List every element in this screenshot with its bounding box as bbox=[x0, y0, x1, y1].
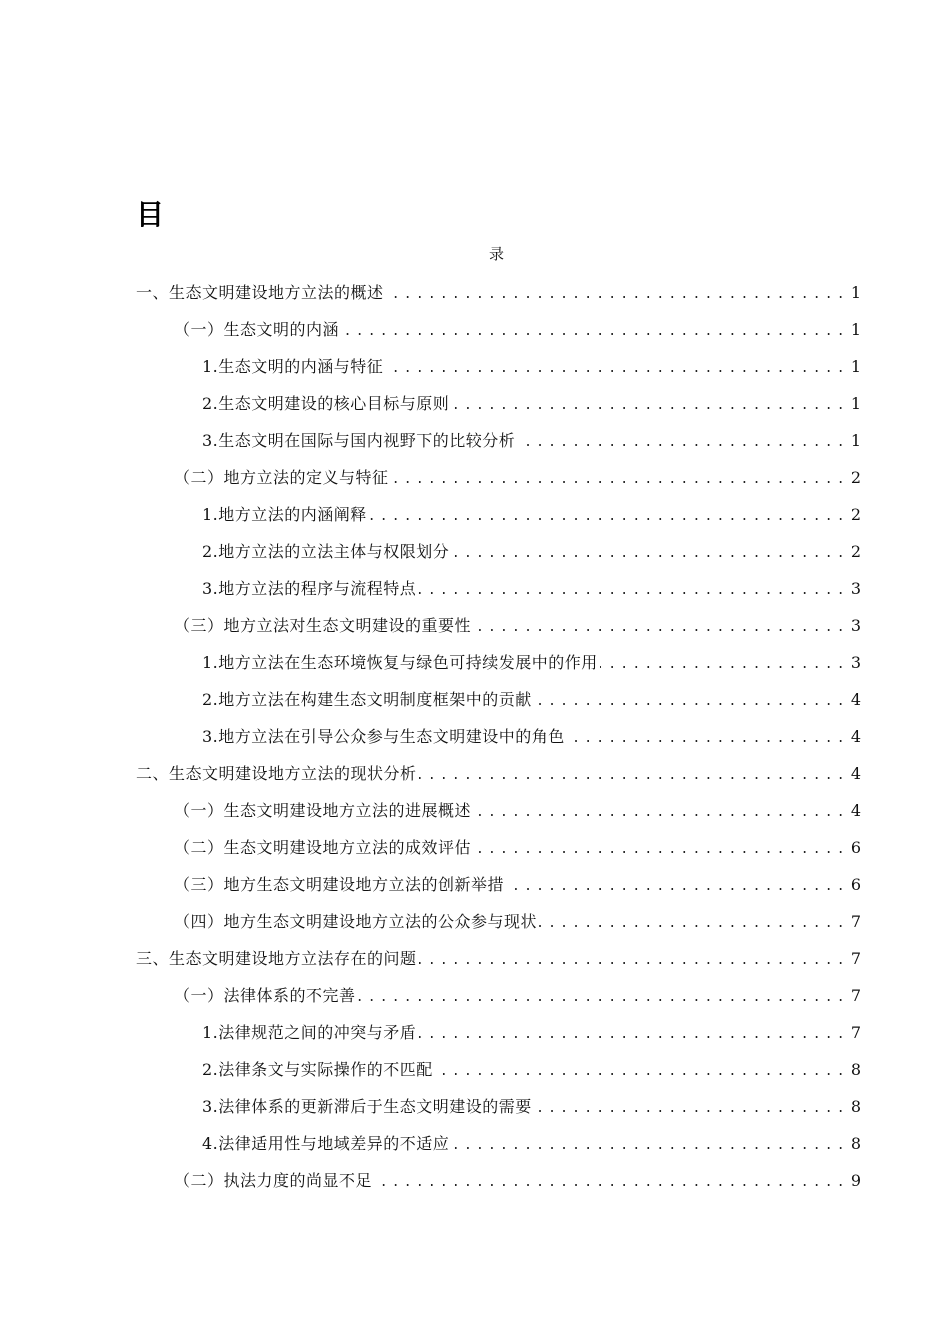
toc-entry[interactable] bbox=[202, 539, 861, 565]
toc-entry-title: 2.生态文明建设的核心目标与原则 bbox=[202, 394, 450, 413]
dot-leader bbox=[419, 763, 849, 789]
toc-entry-page: 8 bbox=[850, 1097, 861, 1116]
dot-leader bbox=[341, 319, 849, 345]
toc-entry[interactable] bbox=[202, 1094, 861, 1120]
toc-entry-page: 7 bbox=[850, 1023, 861, 1042]
dot-leader bbox=[374, 1170, 849, 1196]
toc-entry-title: 一、生态文明建设地方立法的概述 bbox=[136, 283, 384, 302]
toc-entry-title: （二）地方立法的定义与特征 bbox=[174, 468, 389, 487]
toc-entry-title: （三）地方生态文明建设地方立法的创新举措 bbox=[174, 875, 505, 894]
toc-entry-title: 1.地方立法在生态环境恢复与绿色可持续发展中的作用 bbox=[202, 653, 598, 672]
toc-entry-title: 3.生态文明在国际与国内视野下的比较分析 bbox=[202, 431, 516, 450]
toc-entry-title: 三、生态文明建设地方立法存在的问题 bbox=[136, 949, 417, 968]
toc-entry[interactable] bbox=[202, 1057, 861, 1083]
dot-leader bbox=[358, 985, 849, 1011]
toc-entry[interactable] bbox=[174, 872, 861, 898]
toc-entry-page: 8 bbox=[850, 1060, 861, 1079]
toc-heading-first-char: 目 bbox=[136, 198, 165, 231]
toc-entry-title: 2.地方立法在构建生态文明制度框架中的贡献 bbox=[202, 690, 532, 709]
toc-entry-title: （一）生态文明的内涵 bbox=[174, 320, 340, 339]
toc-entry-page: 3 bbox=[850, 579, 861, 598]
dot-leader bbox=[418, 1022, 849, 1048]
toc-entry-page: 1 bbox=[850, 394, 861, 413]
toc-entry-page: 1 bbox=[850, 357, 861, 376]
toc-entry-page: 1 bbox=[850, 283, 861, 302]
toc-entry-page: 7 bbox=[850, 949, 861, 968]
dot-leader bbox=[385, 356, 849, 382]
toc-entry-page: 4 bbox=[850, 727, 861, 746]
dot-leader bbox=[369, 504, 849, 530]
toc-entry-page: 9 bbox=[850, 1171, 861, 1190]
toc-entry-page: 4 bbox=[850, 801, 861, 820]
dot-leader bbox=[386, 282, 849, 308]
toc-entry-page: 8 bbox=[850, 1134, 861, 1153]
dot-leader bbox=[473, 837, 849, 863]
dot-leader bbox=[451, 541, 849, 567]
toc-entry-title: 2.法律条文与实际操作的不匹配 bbox=[202, 1060, 433, 1079]
toc-entry-title: （一）生态文明建设地方立法的进展概述 bbox=[174, 801, 472, 820]
toc-entry[interactable] bbox=[202, 502, 861, 528]
toc-entry[interactable] bbox=[174, 983, 861, 1009]
dot-leader bbox=[567, 726, 849, 752]
toc-entry[interactable] bbox=[202, 724, 861, 750]
dot-leader bbox=[534, 689, 849, 715]
dot-leader bbox=[435, 1059, 849, 1085]
toc-entry[interactable] bbox=[202, 391, 861, 417]
toc-entry-page: 3 bbox=[850, 653, 861, 672]
toc-entry[interactable] bbox=[174, 1168, 861, 1194]
toc-entry[interactable] bbox=[136, 946, 861, 972]
toc-entry-page: 6 bbox=[850, 838, 861, 857]
dot-leader bbox=[451, 393, 849, 419]
dot-leader bbox=[451, 1133, 849, 1159]
toc-entry-page: 1 bbox=[850, 431, 861, 450]
dot-leader bbox=[600, 652, 849, 678]
toc-entry[interactable] bbox=[202, 354, 861, 380]
dot-leader bbox=[539, 911, 849, 937]
toc-entry-title: 3.法律体系的更新滞后于生态文明建设的需要 bbox=[202, 1097, 532, 1116]
toc-entry-page: 2 bbox=[850, 505, 861, 524]
toc-entry-page: 2 bbox=[850, 468, 861, 487]
toc-entry-page: 6 bbox=[850, 875, 861, 894]
dot-leader bbox=[534, 1096, 849, 1122]
toc-entry[interactable] bbox=[174, 465, 861, 491]
toc-entry[interactable] bbox=[174, 909, 861, 935]
toc-entry-page: 4 bbox=[850, 764, 861, 783]
dot-leader bbox=[418, 578, 849, 604]
toc-entry-title: （一）法律体系的不完善 bbox=[174, 986, 356, 1005]
toc-entry[interactable] bbox=[136, 280, 861, 306]
toc-entry[interactable] bbox=[174, 835, 861, 861]
toc-entry-page: 1 bbox=[850, 320, 861, 339]
toc-entry[interactable] bbox=[202, 650, 861, 676]
toc-entry-title: 1.地方立法的内涵阐释 bbox=[202, 505, 367, 524]
toc-entry[interactable] bbox=[202, 428, 861, 454]
toc-entry-page: 7 bbox=[850, 986, 861, 1005]
toc-entry-title: 3.地方立法的程序与流程特点 bbox=[202, 579, 417, 598]
toc-entry-title: 2.地方立法的立法主体与权限划分 bbox=[202, 542, 450, 561]
toc-entry[interactable] bbox=[136, 761, 861, 787]
toc-entry-title: 4.法律适用性与地域差异的不适应 bbox=[202, 1134, 450, 1153]
toc-entry-title: 3.地方立法在引导公众参与生态文明建设中的角色 bbox=[202, 727, 565, 746]
toc-entry[interactable] bbox=[174, 317, 861, 343]
toc-entry[interactable] bbox=[174, 798, 861, 824]
toc-entry-page: 3 bbox=[850, 616, 861, 635]
toc-entry-page: 7 bbox=[850, 912, 861, 931]
toc-entry[interactable] bbox=[202, 576, 861, 602]
toc-entry[interactable] bbox=[202, 1020, 861, 1046]
dot-leader bbox=[419, 948, 849, 974]
toc-entry-title: （三）地方立法对生态文明建设的重要性 bbox=[174, 616, 472, 635]
toc-entry-title: （四）地方生态文明建设地方立法的公众参与现状 bbox=[174, 912, 538, 931]
toc-entry-title: （二）生态文明建设地方立法的成效评估 bbox=[174, 838, 472, 857]
toc-entry-title: （二）执法力度的尚显不足 bbox=[174, 1171, 373, 1190]
dot-leader bbox=[506, 874, 849, 900]
toc-heading-second-char: 录 bbox=[489, 245, 505, 263]
dot-leader bbox=[473, 800, 849, 826]
dot-leader bbox=[391, 467, 849, 493]
toc-entry[interactable] bbox=[202, 1131, 861, 1157]
toc-entry[interactable] bbox=[174, 613, 861, 639]
toc-entry-page: 4 bbox=[850, 690, 861, 709]
toc-entry-page: 2 bbox=[850, 542, 861, 561]
toc-entry-title: 1.生态文明的内涵与特征 bbox=[202, 357, 384, 376]
toc-entry[interactable] bbox=[202, 687, 861, 713]
dot-leader bbox=[517, 430, 849, 456]
toc-entry-title: 1.法律规范之间的冲突与矛盾 bbox=[202, 1023, 417, 1042]
dot-leader bbox=[473, 615, 849, 641]
toc-entry-title: 二、生态文明建设地方立法的现状分析 bbox=[136, 764, 417, 783]
